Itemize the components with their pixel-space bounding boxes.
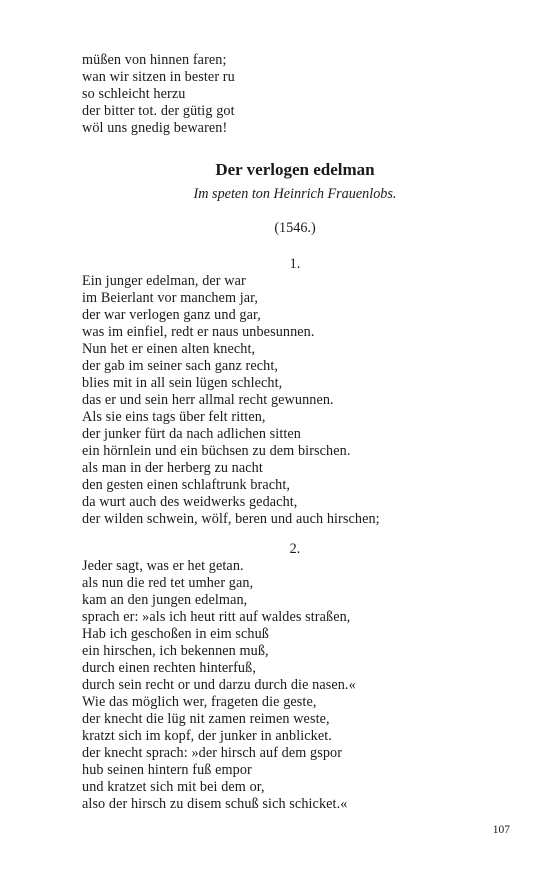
verse-line: der knecht die lüg nit zamen reimen weste, — [82, 711, 330, 727]
verse-line: Nun het er einen alten knecht, — [82, 341, 256, 357]
verse-line: was im einfiel, redt er naus unbesunnen. — [82, 324, 315, 340]
verse-line: der knecht sprach: »der hirsch auf dem gspor — [82, 745, 343, 761]
verse-line: durch einen rechten hinterfuß, — [82, 660, 256, 676]
poem-subtitle: Im speten ton Heinrich Frauenlobs. — [193, 186, 397, 202]
verse-line: der gab im seiner sach ganz recht, — [82, 358, 279, 374]
verse-line: Jeder sagt, was er het getan. — [82, 558, 244, 574]
verse-line: Wie das möglich wer, frageten die geste, — [82, 694, 317, 710]
verse-line: blies mit in all sein lügen schlecht, — [82, 375, 283, 391]
verse-line: durch sein recht or und darzu durch die nasen.« — [82, 677, 356, 693]
verse-line: der junker fürt da nach adlichen sitten — [82, 426, 301, 442]
verse-line: Hab ich geschoßen in eim schuß — [82, 626, 269, 642]
verse-line: der bitter tot. der gütig got — [82, 103, 235, 119]
verse-line: als man in der herberg zu nacht — [82, 460, 263, 476]
verse-line: Ein junger edelman, der war — [82, 273, 246, 289]
verse-line: sprach er: »als ich heut ritt auf waldes straßen, — [82, 609, 351, 625]
verse-line: also der hirsch zu disem schuß sich schicket.« — [82, 796, 348, 812]
stanza-number: 2. — [289, 541, 301, 557]
verse-line: und kratzet sich mit bei dem or, — [82, 779, 265, 795]
verse-line: der war verlogen ganz und gar, — [82, 307, 261, 323]
verse-line: da wurt auch des weidwerks gedacht, — [82, 494, 298, 510]
verse-line: ein hirschen, ich bekennen muß, — [82, 643, 269, 659]
verse-line: wöl uns gnedig bewaren! — [82, 120, 228, 136]
verse-line: kam an den jungen edelman, — [82, 592, 248, 608]
verse-line: kratzt sich im kopf, der junker in anblicket. — [82, 728, 332, 744]
verse-line: ein hörnlein und ein büchsen zu dem birschen. — [82, 443, 351, 459]
verse-line: im Beierlant vor manchem jar, — [82, 290, 259, 306]
verse-line: das er und sein herr allmal recht gewunnen. — [82, 392, 334, 408]
stanza-number: 1. — [289, 256, 301, 272]
verse-line: so schleicht herzu — [82, 86, 186, 102]
poem-title: Der verlogen edelman — [215, 160, 375, 179]
page-number: 107 — [492, 824, 510, 836]
poem-year: (1546.) — [274, 220, 316, 236]
verse-line: wan wir sitzen in bester ru — [82, 69, 235, 85]
verse-line: müßen von hinnen faren; — [82, 52, 227, 68]
verse-line: hub seinen hintern fuß empor — [82, 762, 252, 778]
verse-line: als nun die red tet umher gan, — [82, 575, 254, 591]
verse-line: Als sie eins tags über felt ritten, — [82, 409, 266, 425]
verse-line: den gesten einen schlaftrunk bracht, — [82, 477, 291, 493]
verse-line: der wilden schwein, wölf, beren und auch hirschen; — [82, 511, 380, 527]
